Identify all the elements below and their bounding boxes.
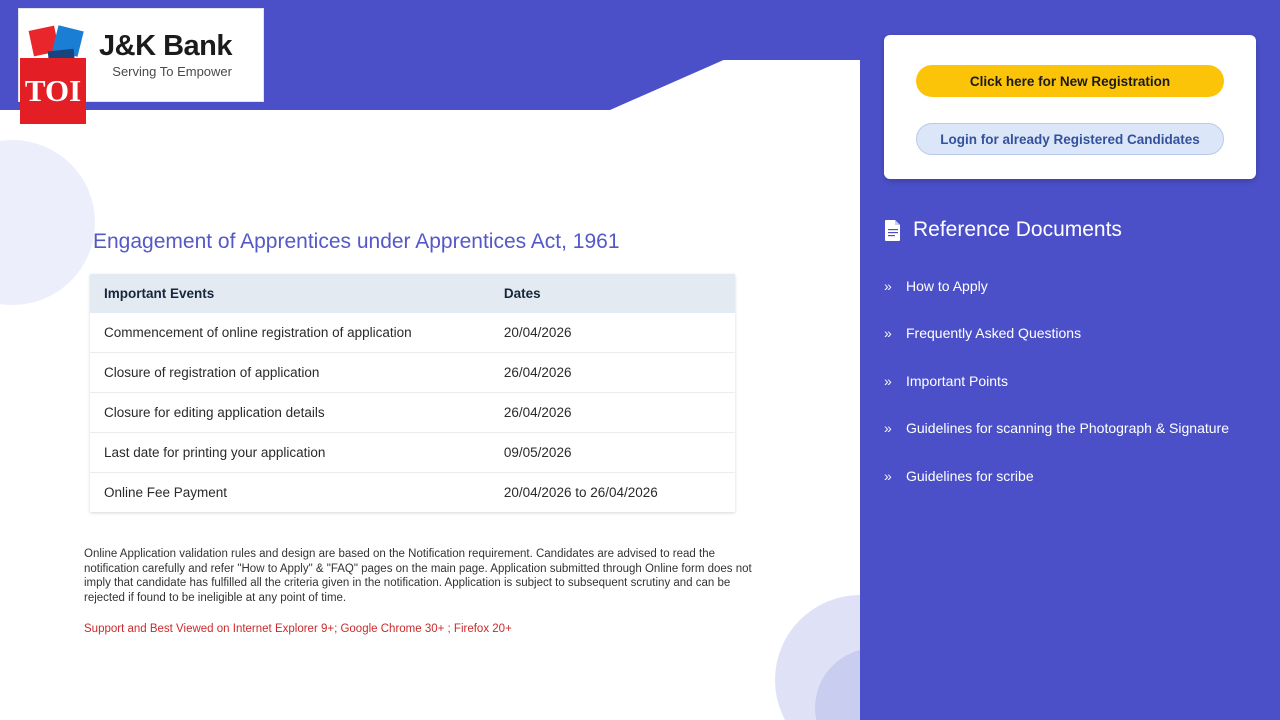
validation-note: Online Application validation rules and design are based on the Notification requirement. Candidates are advised to read the notification carefully and refer "How to Apply" & "FAQ" pages on the main page. Application submitted through Online form does not imply that candidate has fulfilled all the criteria given in the notification. Application is subject to subsequent scrutiny and can be rejected if found to be ineligible at any point of time. — [84, 548, 752, 604]
bank-logo-title: J&K Bank — [99, 30, 232, 63]
new-registration-button[interactable]: Click here for New Registration — [916, 65, 1224, 97]
reference-link-how-to-apply[interactable] — [884, 262, 1264, 310]
sidebar-panel — [860, 0, 1280, 720]
chevron-right-icon: » — [884, 467, 892, 484]
table-header-dates: Dates — [490, 274, 735, 313]
chevron-right-icon: » — [884, 277, 892, 294]
chevron-right-icon: » — [884, 420, 892, 437]
reference-link-label: Guidelines for scanning the Photograph & Signature — [906, 420, 1229, 437]
table-row — [90, 433, 735, 473]
table-cell-date: 26/04/2026 — [490, 353, 735, 393]
reference-link-faq[interactable] — [884, 310, 1264, 358]
reference-link-label: How to Apply — [906, 277, 988, 294]
table-cell-event: Closure of registration of application — [90, 353, 490, 393]
reference-documents-header — [884, 218, 1122, 242]
table-header-event: Important Events — [90, 274, 490, 313]
table-row — [90, 313, 735, 353]
table-cell-date: 20/04/2026 — [490, 313, 735, 353]
table-cell-date: 09/05/2026 — [490, 433, 735, 473]
reference-documents-title: Reference Documents — [913, 218, 1122, 241]
chevron-right-icon: » — [884, 325, 892, 342]
table-cell-event: Online Fee Payment — [104, 485, 228, 500]
reference-link-important-points[interactable] — [884, 357, 1264, 405]
table-cell-date: 20/04/2026 to 26/04/2026 — [503, 485, 658, 500]
decorative-circle-left — [0, 140, 95, 305]
important-events-table — [90, 274, 735, 512]
reference-link-scanning-guidelines[interactable] — [884, 405, 1264, 453]
reference-documents-list — [884, 262, 1264, 500]
login-button[interactable]: Login for already Registered Candidates — [916, 123, 1224, 155]
chevron-right-icon: » — [884, 372, 892, 389]
table-header-row — [90, 274, 735, 313]
reference-link-scribe-guidelines[interactable] — [884, 452, 1264, 500]
reference-link-label: Frequently Asked Questions — [906, 325, 1082, 342]
table-row — [90, 473, 735, 513]
action-card — [884, 35, 1256, 179]
table-cell-event: Closure for editing application details — [90, 393, 490, 433]
bank-logo-tagline: Serving To Empower — [112, 63, 232, 79]
browser-support-note: Support and Best Viewed on Internet Explorer 9+; Google Chrome 30+ ; Firefox 20+ — [84, 623, 512, 635]
table-row — [90, 393, 735, 433]
page-title: Engagement of Apprentices under Apprentices Act, 1961 — [93, 230, 620, 253]
toi-watermark-badge: TOI — [20, 58, 86, 124]
table-cell-event: Commencement of online registration of application — [90, 313, 490, 353]
reference-link-label: Important Points — [906, 372, 1008, 389]
table-row — [90, 353, 735, 393]
table-cell-date: 26/04/2026 — [490, 393, 735, 433]
reference-link-label: Guidelines for scribe — [906, 467, 1034, 484]
document-icon — [884, 219, 902, 241]
table-cell-event: Last date for printing your application — [90, 433, 490, 473]
